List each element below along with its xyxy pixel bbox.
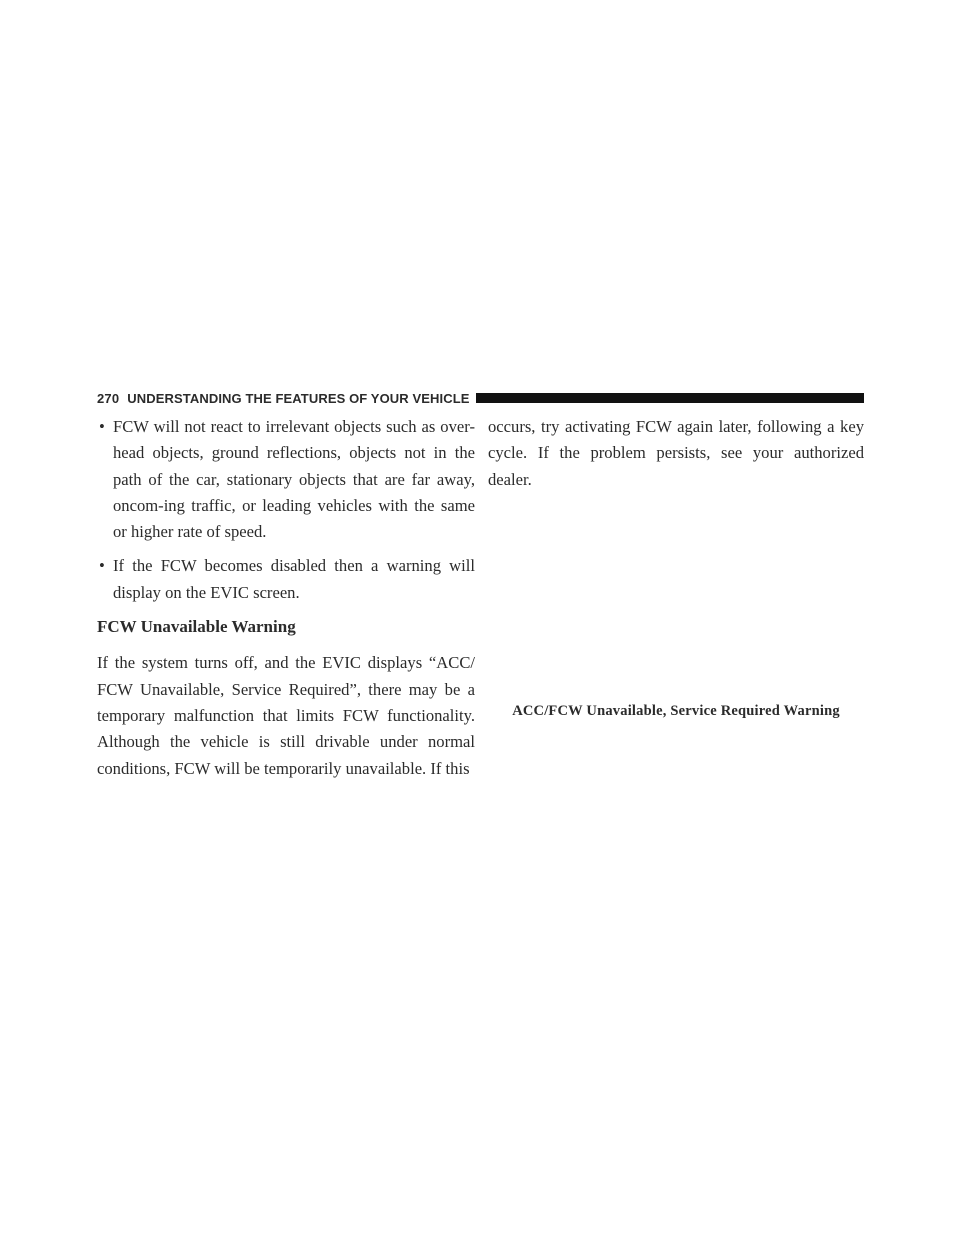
header-rule (476, 393, 864, 403)
bullet-item (97, 414, 475, 545)
right-column (488, 414, 864, 493)
body-paragraph: If the system turns off, and the EVIC displays “ACC/ FCW Unavailable, Service Required”, there may be a temporary malfunction that limits FCW functionality. Although the vehicle is still drivable under normal conditions, FCW will be temporarily unavailable. If this (97, 653, 475, 778)
left-column (97, 414, 475, 782)
bullet-item (97, 553, 475, 606)
section-heading: FCW Unavailable Warning (97, 617, 296, 637)
bullet-icon: • (99, 417, 105, 436)
bullet-text: If the FCW becomes disabled then a warning will display on the EVIC screen. (113, 556, 475, 602)
page-number: 270 (97, 390, 120, 406)
bullet-icon: • (99, 556, 105, 576)
section-title: UNDERSTANDING THE FEATURES OF YOUR VEHICLE (127, 390, 470, 406)
page-header (97, 388, 864, 408)
body-paragraph-continued: occurs, try activating FCW again later, following a key cycle. If the problem persists, see your authorized dealer. (488, 417, 864, 489)
bullet-text: FCW will not react to irrelevant objects such as over-head objects, ground reflections, objects not in the path of the car, stationary objects that are far away, oncom-ing traffic, or leading vehicles with the same or higher rate of speed. (113, 417, 475, 542)
figure-caption: ACC/FCW Unavailable, Service Required Warning (512, 703, 840, 719)
